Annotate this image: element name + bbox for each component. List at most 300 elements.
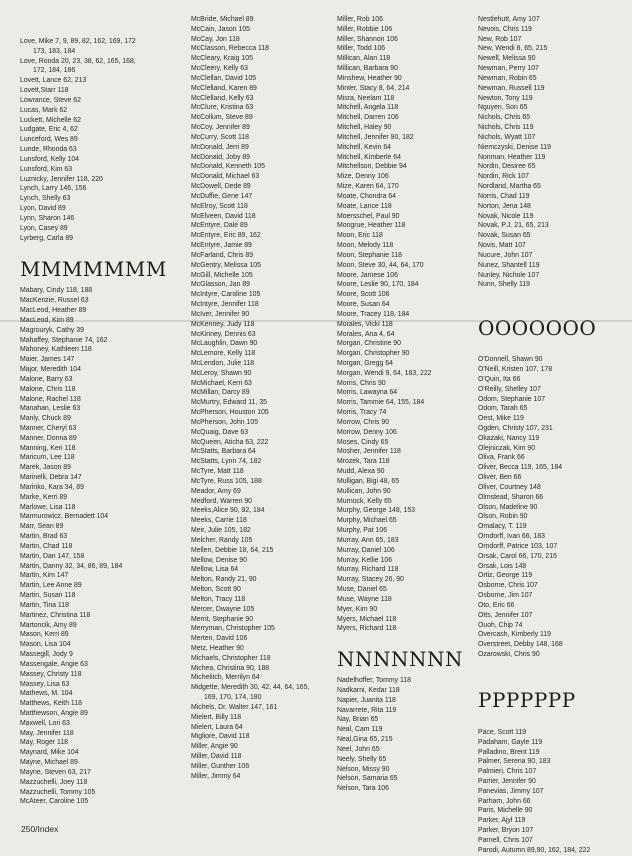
index-entry: McQueen, Aticha 63, 222 — [191, 438, 269, 446]
index-entry: Nunn, Shelly 119 — [478, 281, 530, 289]
index-entry: McGill, Michelle 105 — [191, 271, 253, 279]
index-entry: Odom, Stephanie 107 — [478, 395, 546, 403]
index-entry: McIntyre, Caroline 105 — [191, 291, 261, 299]
index-entry: Magrouryk, Cathy 39 — [20, 326, 84, 334]
index-entry: Novak, Nicole 119 — [478, 212, 534, 220]
index-entry: Nelson, Tara 106 — [337, 785, 389, 793]
index-entry: Migliore, David 118 — [191, 733, 250, 741]
index-entry: Novis, Matt 107 — [478, 242, 526, 250]
index-entry: Oest, Mike 119 — [478, 415, 524, 423]
index-entry: McClelland, Karen 89 — [191, 84, 257, 92]
index-entry: Nichols, Wyatt 107 — [478, 133, 536, 141]
index-column-2 — [191, 0, 343, 782]
index-entry: Moore, Susan 64 — [337, 301, 390, 309]
index-entry: Olejniczak, Kim 90 — [478, 444, 536, 452]
index-entry: McEntyre, Dale 89 — [191, 222, 248, 230]
index-entry: Nelson, Samaria 65 — [337, 775, 398, 783]
index-entry: Moon, Steve 30, 44, 64, 170 — [337, 261, 424, 269]
index-entry: Palmieri, Chris 107 — [478, 768, 537, 776]
index-entry: Malone, Rachel 118 — [20, 395, 81, 403]
index-entry: Morgan, Christine 90 — [337, 340, 401, 348]
index-entry: Nguyen, Son 65 — [478, 104, 528, 112]
index-entry: McPherson, Houston 105 — [191, 409, 269, 417]
index-entry: Mielert, Billy 118 — [191, 713, 242, 721]
index-entry: Murphy, Pat 106 — [337, 527, 388, 535]
index-entry: Maynard, Mike 104 — [20, 749, 79, 757]
index-entry: Orsak, Lois 148 — [478, 562, 527, 570]
index-entry: Parham, John 66 — [478, 797, 531, 805]
index-entry: Mudd, Alexa 90 — [337, 468, 385, 476]
index-entry: Mahoney, Kathleen 118 — [20, 346, 92, 354]
index-entry: McTyre, Russ 105, 188 — [191, 477, 262, 485]
index-entry: Overstreet, Debby 148, 168 — [478, 641, 563, 649]
index-entry: Moore, Tracey 118, 184 — [337, 310, 410, 318]
index-entry: McPherson, John 105 — [191, 418, 259, 426]
index-entry: Orsak, Carol 66, 170, 215 — [478, 552, 557, 560]
index-entry: Melcher, Randy 105 — [191, 536, 253, 544]
index-entry: McEntyre, Jamie 89 — [191, 242, 252, 250]
index-entry: Neely, Shelly 65 — [337, 755, 387, 763]
index-entry: Ludgate, Eric 4, 62 — [20, 126, 78, 134]
index-entry: Morales, Vicki 118 — [337, 320, 393, 328]
index-entry: Mitchell, Kimberle 64 — [337, 153, 401, 161]
index-entry: McCain, Jason 105 — [191, 25, 250, 33]
index-entry: Moate, Chondra 64 — [337, 192, 396, 200]
index-entry: Mitchellson, Debbie 94 — [337, 163, 407, 171]
index-entry: Parker, Ajyl 119 — [478, 817, 526, 825]
index-entry: Minshew, Heather 90 — [337, 74, 402, 82]
index-entry: Martin, Tina 118 — [20, 601, 69, 609]
index-entry: Mahaffey, Stephanie 74, 162 — [20, 336, 108, 344]
index-entry-continuation: 173, 183, 184 — [33, 47, 76, 55]
index-entry: Miller, Rob 106 — [337, 16, 383, 23]
index-entry: Major, Meredith 104 — [20, 366, 81, 374]
index-entry: Martin, Lee Anne 89 — [20, 582, 82, 590]
index-entry: McKinney, Dennis 63 — [191, 330, 256, 338]
index-entry: Martoncik, Amy 89 — [20, 621, 77, 629]
index-entry: Newton, Tony 119 — [478, 94, 533, 102]
index-entry: Mitchell, Haley 90 — [337, 124, 392, 132]
index-entry: Mellow, Denise 90 — [191, 556, 247, 564]
index-entry: Lucas, Mark 62 — [20, 106, 68, 114]
index-entry: Mayne, Michael 89 — [20, 759, 78, 767]
index-entry: Mize, Karen 64, 170 — [337, 183, 399, 191]
index-entry: MacLeod, Kim 89 — [20, 316, 74, 324]
index-entry: Neal,Gina 65, 215 — [337, 736, 393, 744]
index-entry: Morgan, Wendi 9, 64, 183, 222 — [337, 369, 432, 377]
index-entry: Oliver, Courtney 148 — [478, 483, 541, 491]
index-entry: Nestlehutt, Amy 107 — [478, 16, 540, 23]
index-entry: McCollum, Steve 89 — [191, 114, 253, 122]
index-entry: Luznicky, Jennifer 118, 220 — [20, 175, 103, 183]
index-entry: Melton, Scott 90 — [191, 586, 241, 594]
index-entry: Martin, Chad 118 — [20, 542, 73, 550]
index-entry: Olson, Robin 90 — [478, 513, 528, 521]
index-entry: Marr, Sean 89 — [20, 523, 64, 531]
index-entry: Myer, Kim 90 — [337, 605, 378, 613]
index-entry: Lunsford, Kim 63 — [20, 165, 73, 173]
index-entry: Martin, Dan 147, 158 — [20, 552, 85, 560]
index-entry: Pamer, Jennifer 90 — [478, 778, 536, 785]
index-entry: Otts, Jennifer 107 — [478, 611, 533, 619]
index-entry: Newman, Robin 65 — [478, 74, 537, 82]
index-entry: McFarland, Chris 89 — [191, 251, 254, 259]
index-entry: Love, Ronda 20, 23, 38, 62, 165, 168, — [20, 57, 136, 65]
index-entry: Navarrete, Rita 119 — [337, 706, 397, 714]
index-entry: Manahan, Leslie 63 — [20, 405, 81, 413]
index-entry: Mathews, M. 104 — [20, 690, 73, 698]
index-column-3 — [337, 0, 489, 794]
index-entry: McStatts, Barbara 64 — [191, 448, 256, 456]
index-entry: Midgette, Meredith 30, 42, 44, 64, 165, — [191, 684, 310, 692]
index-entry: Misra, Neelam 118 — [337, 94, 395, 102]
index-entry: Olson, Madeline 90 — [478, 503, 538, 511]
index-entry: Palladino, Brent 119 — [478, 748, 540, 756]
index-entry: Okazaki, Nancy 119 — [478, 434, 540, 442]
index-entry: Olmstead, Sharon 66 — [478, 493, 544, 501]
index-entry: Metz, Heather 90 — [191, 645, 244, 652]
index-entry: Moore, Scott 106 — [337, 291, 390, 299]
index-entry: Matthewson, Angie 89 — [20, 710, 88, 717]
index-entry: Mulligan, Bigi 48, 65 — [337, 477, 400, 485]
index-entry: McDonald, Joby 89 — [191, 153, 250, 161]
index-entry: Nordin, Desiree 65 — [478, 163, 536, 171]
index-column-4 — [478, 0, 630, 856]
index-entry: Morgan, Christopher 90 — [337, 350, 410, 358]
index-entry: Love, Mike 7, 9, 89, 82, 162, 169, 172 — [20, 38, 136, 45]
index-entry: McCurry, Scott 118 — [191, 133, 249, 141]
index-entry: Manner, Cheryl 63 — [20, 424, 77, 432]
index-entry: McElveen, David 118 — [191, 212, 256, 220]
index-entry: Lunde, Rhonda 63 — [20, 146, 77, 154]
index-entry: Lovett,Starr 118 — [20, 87, 69, 95]
index-entry: Ouoh, Chip 74 — [478, 621, 523, 629]
index-entry: Nelson, Missy 90 — [337, 765, 390, 773]
index-entry: Orndorff, Ivan 66, 183 — [478, 533, 545, 541]
index-entry: Nevois, Chris 119 — [478, 25, 532, 33]
index-entry: Melton, Tracy 118 — [191, 595, 246, 603]
index-entry: Neal, Cam 119 — [337, 726, 383, 734]
index-entry: Marmurowicz, Bernadett 104 — [20, 513, 109, 521]
index-entry: May, Jennifer 118 — [20, 729, 74, 737]
index-entry: McDonald, Michael 63 — [191, 173, 260, 181]
index-entry: Meir, Julie 105, 182 — [191, 527, 251, 535]
index-entry: Parnell, Chris 107 — [478, 836, 533, 844]
index-entry: McDowell, Dede 89 — [191, 183, 251, 191]
index-entry: Martinez, Christina 118 — [20, 611, 91, 619]
index-entry: Mason, Kerri 89 — [20, 631, 69, 639]
index-entry: Murray, Daniel 106 — [337, 546, 395, 554]
index-entry: O'Reilly, Shelley 107 — [478, 385, 541, 393]
index-entry: Manly, Chuck 89 — [20, 415, 71, 423]
index-entry: McClellan, David 105 — [191, 74, 257, 82]
index-entry: Millican, Barbara 90 — [337, 65, 398, 73]
index-entry: Meeks,Alice 90, 92, 184 — [191, 507, 265, 515]
index-entry: Moon, Eric 118 — [337, 232, 383, 240]
index-entry: MacKenzie, Russel 63 — [20, 297, 89, 305]
index-entry-continuation: 169, 170, 174, 180 — [204, 694, 262, 702]
index-entry: Morris, Tammie 64, 155, 184 — [337, 399, 425, 407]
index-entry: Luckett, Michelle 62 — [20, 116, 81, 124]
index-entry: Martin, Kim 147 — [20, 572, 69, 580]
index-entry: McCay, Jon 118 — [191, 35, 240, 43]
index-entry: Matthews, Keith 118 — [20, 700, 82, 708]
index-entry: Mayne, Steven 63, 217 — [20, 768, 91, 776]
index-entry: Mazzuchelli, Joey 118 — [20, 778, 88, 786]
index-entry: Murphy, Michael 65 — [337, 517, 397, 525]
index-entry: MacLeod, Heather 89 — [20, 307, 87, 315]
index-entry: Mazzuchelli, Tommy 105 — [20, 788, 96, 796]
index-entry: McClasson, Rebecca 118 — [191, 45, 270, 53]
index-entry: Millican, Alan 118 — [337, 55, 391, 63]
index-entry: Omalacy, T. 119 — [478, 523, 527, 531]
index-entry: Mellow, Lisa 64 — [191, 566, 239, 574]
index-entry: Mercer, Dwayne 105 — [191, 605, 255, 613]
index-entry: Newman, Russell 119 — [478, 84, 545, 92]
index-entry: Panevias, Jimmy 107 — [478, 787, 544, 795]
index-entry: Osborne, Jim 107 — [478, 592, 533, 600]
index-entry: Miller, Robbie 106 — [337, 25, 393, 33]
index-entry: Nunley, Nichole 107 — [478, 271, 540, 279]
index-entry: Murray, Richard 118 — [337, 566, 399, 574]
index-entry: Muse, Wayne 118 — [337, 595, 392, 603]
section-letter-heading: MMMMMMM — [20, 257, 167, 282]
index-column-1 — [20, 0, 172, 807]
index-entry: McKenney, Judy 118 — [191, 320, 255, 328]
index-entry: Lyon, Casey 89 — [20, 224, 68, 232]
index-entry: Malone, Chris 118 — [20, 385, 76, 393]
index-entry: McTyre, Matt 118 — [191, 468, 244, 476]
index-entry: O'Donnell, Shawn 90 — [478, 356, 543, 364]
index-entry: Norris, Chad 119 — [478, 192, 530, 200]
index-entry: McMurtry, Edward 11, 35 — [191, 399, 267, 407]
index-entry: Orndorff, Patrice 103, 107 — [478, 542, 558, 550]
index-entry: Maricum, Lee 118 — [20, 454, 75, 462]
index-entry: Mitchell, Jennifer 90, 182 — [337, 133, 414, 141]
index-entry: Oto, Eric 66 — [478, 601, 515, 609]
index-entry: Murphy, George 148, 153 — [337, 507, 416, 515]
index-entry: Morrow, Denny 106 — [337, 428, 397, 436]
index-entry: McStatts, Lynn 74, 182 — [191, 458, 262, 466]
index-entry: McDonald, Kenneth 105 — [191, 163, 265, 171]
index-entry: Marek, Jason 89 — [20, 464, 71, 472]
index-entry: McIntyre, Jennifer 118 — [191, 301, 259, 309]
index-entry: Marlowe, Lisa 118 — [20, 503, 76, 511]
index-entry: McMillan, Darcy 89 — [191, 389, 250, 397]
index-entry: McGlasson, Jan 89 — [191, 281, 250, 289]
index-entry: Padaham, Gayle 119 — [478, 738, 543, 746]
page-footer: 250/Index — [21, 824, 59, 834]
section-letter-heading: OOOOOOO — [478, 316, 597, 341]
index-entry: Myers, Richard 118 — [337, 625, 397, 633]
index-entry: Mongrue, Heather 118 — [337, 222, 406, 230]
index-entry: McIver, Jennifer 90 — [191, 310, 250, 318]
index-entry: Moersschel, Paul 90 — [337, 212, 400, 220]
index-entry: Miller, Shannon 106 — [337, 35, 398, 43]
index-entry: McMichael, Kerri 63 — [191, 379, 252, 387]
index-entry: Meeks, Carrie 118 — [191, 517, 247, 525]
index-entry-continuation: 172, 184, 186 — [33, 67, 76, 75]
index-entry: Newman, Perry 107 — [478, 65, 539, 73]
index-entry: McGentry, Melissa 105 — [191, 261, 261, 269]
index-entry: Ortiz, George 119 — [478, 572, 533, 580]
index-entry: Marinelli, Debra 147 — [20, 474, 82, 482]
index-entry: McElroy, Scott 118 — [191, 202, 248, 210]
index-entry: Massey, Lisa 63 — [20, 680, 70, 688]
index-entry: May, Roger 118 — [20, 739, 69, 747]
index-entry: Nucure, John 107 — [478, 251, 533, 259]
index-entry: Michels, Dr. Walter 147, 161 — [191, 703, 278, 711]
index-entry: Manning, Keri 118 — [20, 444, 76, 452]
index-entry: Pace, Scott 119 — [478, 728, 527, 736]
index-entry: Minter, Stacy 8, 64, 214 — [337, 84, 410, 92]
index-entry: Newell, Melissa 90 — [478, 55, 536, 63]
index-entry: Overcash, Kimberly 119 — [478, 631, 552, 639]
index-entry: Lynch, Larry 146, 156 — [20, 185, 87, 193]
index-entry: Miller, Gunther 106 — [191, 762, 250, 770]
index-entry: Michaels, Christopher 118 — [191, 654, 271, 662]
index-entry: Napier, Juanita 118 — [337, 696, 396, 704]
index-entry: Miller, Angie 90 — [191, 743, 238, 751]
index-entry: McLemore, Kelly 118 — [191, 350, 256, 358]
index-entry: Mullican, John 90 — [337, 487, 391, 495]
index-entry: Murray, Stacey 26, 90 — [337, 576, 404, 584]
index-entry: Nordland, Martha 65 — [478, 183, 541, 191]
index-entry: Mellen, Debbie 18, 64, 215 — [191, 546, 274, 554]
index-entry: Lynn, Sharon 146 — [20, 214, 75, 222]
index-entry: McEntyre, Eric 89, 162 — [191, 232, 261, 240]
index-entry: Ogden, Christy 107, 231 — [478, 424, 553, 432]
index-entry: Morales, Ana 4, 64 — [337, 330, 395, 338]
index-entry: Nichols, Chris 65 — [478, 114, 531, 122]
index-entry: Oliver, Becca 119, 165, 184 — [478, 464, 563, 472]
index-entry: Morgan, Gregg 64 — [337, 359, 393, 367]
index-entry: Nordin, Rick 107 — [478, 173, 529, 181]
index-entry: Nichols, Chris 119 — [478, 124, 534, 132]
index-entry: Mason, Lisa 104 — [20, 641, 71, 649]
index-entry: Martin, Danny 32, 34, 86, 89, 184 — [20, 562, 123, 570]
index-entry: Lovett, Lance 62, 213 — [20, 77, 87, 85]
index-entry: Nadkarni, Kedar 118 — [337, 687, 400, 694]
index-entry: Mize, Denny 106 — [337, 173, 389, 181]
index-entry: Massengale, Angie 63 — [20, 660, 88, 668]
index-entry: Massegill, Jody 9 — [20, 651, 73, 659]
section-letter-heading: PPPPPPP — [478, 687, 576, 712]
index-entry: McDuffie, Gene 147 — [191, 192, 253, 200]
index-entry: McBride, Michael 89 — [191, 16, 254, 23]
index-entry: Martin, Susan 118 — [20, 592, 76, 600]
index-entry: Lyon, David 89 — [20, 205, 66, 213]
index-entry: Morris, Chris 90 — [337, 379, 386, 387]
index-entry: Odom, Tarah 65 — [478, 405, 528, 413]
index-entry: Oliver, Ben 66 — [478, 474, 522, 482]
index-entry: Maier, James 147 — [20, 356, 75, 364]
index-entry: Moore, Leslie 90, 170, 184 — [337, 281, 419, 289]
index-entry: Mitchell, Angela 118 — [337, 104, 399, 112]
index-entry: McLaughlin, Dawn 90 — [191, 340, 258, 348]
index-entry: Moore, Jamese 106 — [337, 271, 398, 279]
index-entry: Miller, David 118 — [191, 753, 242, 761]
index-entry: McDonald, Jerri 89 — [191, 143, 249, 151]
index-entry: Meador, Amy 69 — [191, 487, 241, 495]
index-entry: Murnock, Kelly 65 — [337, 497, 392, 505]
index-entry: McClelland, Kelly 63 — [191, 94, 254, 102]
index-entry: Lowrance, Steve 62 — [20, 96, 81, 104]
index-entry: Niemczyski, Denise 119 — [478, 143, 552, 151]
index-entry: Mosher, Jennifer 118 — [337, 448, 401, 456]
index-entry: McCleery, Kelly 63 — [191, 65, 248, 73]
index-entry: Novak, Susan 65 — [478, 232, 531, 240]
index-entry: Melton, Randy 21, 90 — [191, 576, 257, 584]
index-entry: McAteer, Caroline 105 — [20, 798, 89, 806]
index-entry: Maxwell, Lori 63 — [20, 719, 70, 727]
index-entry: McClure, Kristina 63 — [191, 104, 254, 112]
index-entry: Mitchell, Darren 106 — [337, 114, 399, 122]
index-entry: Michea, Christina 90, 188 — [191, 664, 270, 672]
index-entry: Morris, Lawayna 64 — [337, 389, 398, 397]
index-entry: Novak, P.J. 21, 65, 213 — [478, 222, 549, 230]
index-entry: Martin, Brad 63 — [20, 533, 68, 541]
index-entry: Lyrberg, Carla 89 — [20, 234, 73, 242]
index-entry: Nonman, Heather 119 — [478, 153, 546, 161]
index-entry: McLendon, Julie 118 — [191, 359, 255, 367]
index-entry: McCleary, Kraig 105 — [191, 55, 253, 63]
index-entry: Myers, Michael 118 — [337, 615, 397, 623]
index-entry: Moate, Lance 118 — [337, 202, 392, 210]
index-entry: Lunceford, Wes 89 — [20, 136, 78, 144]
index-entry: Nay, Brian 65 — [337, 716, 379, 724]
index-entry: Mrozek, Tara 118 — [337, 458, 390, 466]
index-entry: Medford, Warren 90 — [191, 497, 253, 505]
index-entry: New, Rob 107 — [478, 35, 522, 43]
index-entry: Miller, Todd 106 — [337, 45, 386, 53]
index-entry: Malone, Barry 63 — [20, 375, 73, 383]
index-entry: Neel, John 65 — [337, 745, 380, 753]
index-entry: Moon, Stephanie 118 — [337, 251, 402, 259]
index-entry: McQuaig, Dave 63 — [191, 428, 249, 436]
index-entry: Murray, Kellie 106 — [337, 556, 393, 564]
index-entry: Mitchell, Kevin 64 — [337, 143, 392, 151]
index-entry: O'Quin, Ita 66 — [478, 375, 521, 383]
index-entry: Norton, Jena 148 — [478, 202, 531, 210]
index-entry: Mielert, Laura 64 — [191, 723, 243, 731]
section-letter-heading: NNNNNNN — [337, 647, 463, 672]
index-entry: Palmer, Serena 90, 183 — [478, 758, 551, 766]
index-entry: Osborne, Chris 107 — [478, 582, 538, 590]
index-entry: Parodi, Autumn 89,90, 162, 184, 222 — [478, 846, 591, 854]
index-entry: New, Wendi 8, 65, 215 — [478, 45, 548, 53]
index-entry: Michelitch, Merrilyn 64 — [191, 674, 260, 682]
index-entry: Paris, Michelle 90 — [478, 807, 533, 815]
index-entry: Mabary, Cindy 118, 188 — [20, 287, 93, 295]
index-entry: Marinko, Kara 34, 89 — [20, 483, 84, 491]
index-entry: Parker, Bryon 107 — [478, 827, 534, 835]
index-entry: Muse, Daniel 65 — [337, 586, 387, 594]
index-entry: Moses, Cindy 65 — [337, 438, 389, 446]
index-entry: Murray, Ann 65, 183 — [337, 536, 399, 544]
index-entry: Merrit, Stephanie 90 — [191, 615, 254, 623]
index-entry: O'Neill, Kristen 107, 178 — [478, 366, 553, 374]
index-entry: Merryman, Christopher 105 — [191, 625, 275, 633]
index-entry: Miller, Jimmy 64 — [191, 772, 241, 780]
index-entry: McCoy, Jennifer 89 — [191, 124, 250, 132]
index-entry: Ozarowski, Chris 90 — [478, 651, 540, 659]
index-entry: Massey, Christy 118 — [20, 670, 82, 678]
index-entry: Manner, Donna 89 — [20, 434, 77, 442]
index-entry: Merten, David 106 — [191, 635, 248, 643]
index-entry: McLeroy, Shawn 90 — [191, 369, 252, 377]
index-entry: Oliva, Frank 66 — [478, 454, 525, 462]
